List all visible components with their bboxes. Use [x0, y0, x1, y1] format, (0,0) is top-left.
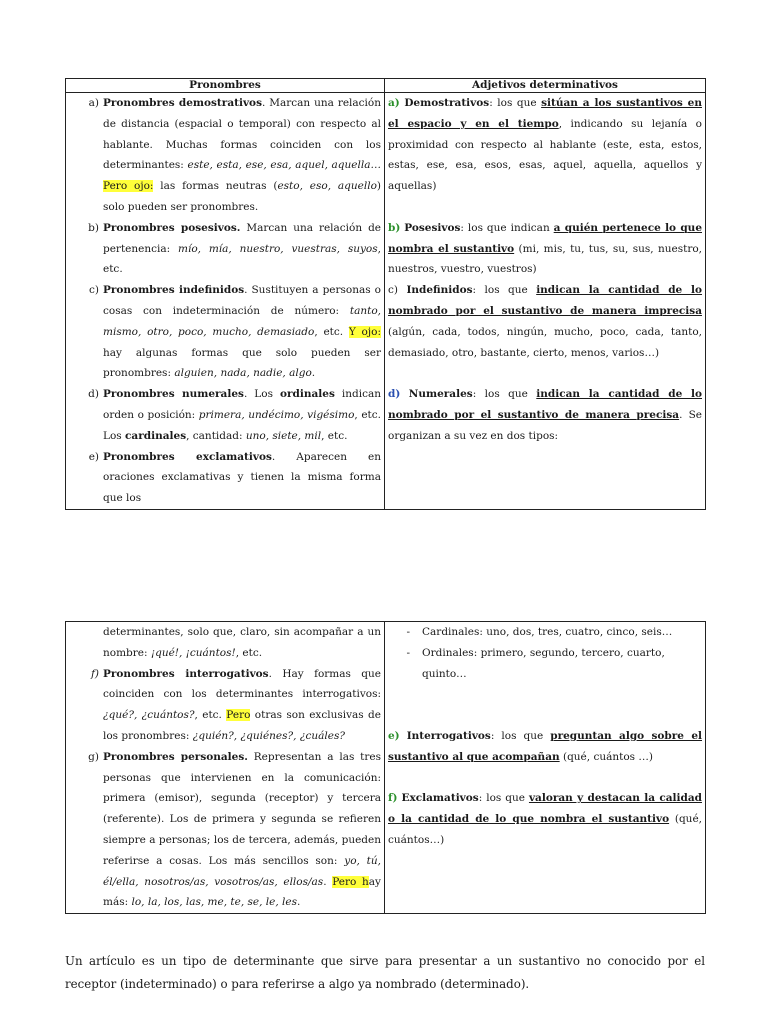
- text-run: , cantidad:: [186, 429, 246, 442]
- text-run: determinantes, solo que, claro, sin acompañar a un nombre:: [103, 626, 381, 659]
- text-run: [400, 388, 408, 400]
- adjetivos-paragraphs: [388, 726, 702, 851]
- list-item: [69, 447, 381, 509]
- text-run: , etc.: [103, 242, 381, 276]
- text-run: (mi, mis, tu, tus, su, sus, nuestro, nuestros, vuestro, vuestros): [388, 242, 702, 276]
- text-run: . Se organizan a su vez en dos tipos:: [388, 408, 702, 442]
- text-run: Pronombres posesivos.: [103, 221, 241, 234]
- text-run: este, esta, ese, esa, aquel, aquella…: [187, 159, 381, 172]
- dash-bullet: -: [406, 626, 410, 638]
- text-run: primera, undécimo, vigésimo: [198, 408, 355, 421]
- text-run: indican orden o posición:: [103, 388, 381, 421]
- list-item: [69, 622, 381, 664]
- table-row: [66, 93, 706, 510]
- adjective-paragraph: [388, 218, 702, 280]
- text-run: a): [388, 97, 400, 109]
- text-run: . Los: [243, 388, 280, 401]
- highlighted-text: Pero h: [332, 875, 369, 888]
- bullet-item: [388, 643, 702, 685]
- text-run: yo, tú, él/ella, nosotros/as, vosotros/as, ellos/as: [103, 854, 381, 888]
- adjective-paragraph: [388, 726, 702, 768]
- dash-bullet: -: [406, 646, 410, 659]
- item-marker: g): [88, 750, 99, 763]
- key-phrase: indican la cantidad de lo nombrado por el sustantivo de manera precisa: [388, 388, 702, 421]
- text-run: ay más:: [103, 875, 381, 909]
- key-phrase: preguntan algo sobre el sustantivo al que acompañan: [388, 729, 702, 763]
- highlighted-text: Y ojo:: [348, 325, 381, 338]
- text-run: Pronombres numerales: [103, 388, 244, 401]
- text-run: b): [388, 221, 401, 234]
- text-run: Demostrativos: [404, 97, 490, 109]
- text-run: uno, siete, mil: [245, 429, 322, 442]
- text-run: . Hay formas que coinciden con los determinantes interrogativos:: [103, 667, 381, 701]
- table-header-row: [66, 79, 706, 93]
- text-run: lo, la, los, las, me, te, se, le, les: [131, 896, 297, 909]
- text-run: : los que: [478, 792, 529, 805]
- text-run: , etc.: [235, 646, 263, 659]
- text-run: tanto, mismo, otro, poco, mucho, demasiado: [103, 304, 381, 338]
- list-item: [69, 747, 381, 913]
- bullet-text: Cardinales: uno, dos, tres, cuatro, cinco, seis…: [422, 626, 673, 638]
- list-item: [69, 384, 381, 446]
- text-run: Interrogativos: [406, 729, 491, 742]
- text-run: . Sustituyen a personas o cosas con indeterminación de número:: [103, 284, 381, 317]
- text-run: Posesivos: [404, 221, 461, 234]
- adjective-paragraph: [388, 280, 702, 363]
- text-run: Numerales: [408, 388, 473, 401]
- key-phrase: indican la cantidad de lo nombrado por el sustantivo de manera imprecisa: [388, 284, 702, 317]
- text-run: Representan a las tres personas que intervienen en la comunicación: primera (emisor), segunda (receptor) y tercera (referente). Los de primera y segunda se refieren siempre a personas; los de tercera, además, pueden referirse a cosas. Los más sencillos son:: [103, 750, 382, 867]
- header-adjetivos: Adjetivos determinativos: [385, 79, 706, 93]
- adjetivos-cell-continued: [385, 622, 706, 914]
- adjective-paragraph: [388, 93, 702, 197]
- text-run: ¿qué?, ¿cuántos?: [103, 709, 195, 722]
- text-run: las formas neutras (: [153, 180, 278, 193]
- item-marker: e): [88, 450, 99, 463]
- key-phrase: valoran y destacan la calidad o la cantidad de lo que nombra el sustantivo: [388, 792, 702, 826]
- table-row: [66, 622, 706, 914]
- text-run: .: [311, 367, 316, 380]
- text-run: ordinales: [280, 388, 335, 401]
- bullet-text: Ordinales: primero, segundo, tercero, cuarto, quinto…: [422, 646, 665, 680]
- item-marker: f): [91, 667, 99, 680]
- text-run: (qué, cuántos …): [559, 750, 653, 763]
- text-run: Pronombres indefinidos: [103, 284, 245, 297]
- text-run: Pronombres personales.: [103, 750, 248, 763]
- text-run: Marcan una relación de pertenencia:: [103, 221, 382, 255]
- text-run: : los que: [472, 388, 537, 401]
- bullet-item: [388, 622, 702, 643]
- item-marker: c): [89, 284, 99, 297]
- key-phrase: sitúan a los sustantivos en el espacio y en el tiempo: [388, 97, 702, 130]
- adjective-paragraph: [388, 788, 702, 850]
- text-run: ¿quién?, ¿quiénes?, ¿cuáles?: [192, 729, 345, 742]
- text-run: [400, 730, 407, 742]
- text-run: , etc.: [321, 429, 348, 442]
- list-item: [69, 218, 381, 280]
- text-run: . Marcan una relación de distancia (espacial o temporal) con respecto al hablante. Muchas formas coinciden con los determinantes:: [103, 97, 381, 172]
- text-run: Pronombres interrogativos: [103, 667, 269, 680]
- text-run: : los que: [489, 97, 542, 109]
- text-run: hay algunas formas que solo pueden ser pronombres:: [103, 346, 381, 380]
- text-run: esto, eso, aquello: [277, 180, 377, 193]
- text-run: otras son exclusivas de los pronombres:: [103, 709, 381, 742]
- pronombres-cell-continued: [66, 622, 385, 914]
- text-run: , etc. Los: [103, 408, 381, 442]
- highlighted-text: Pero: [226, 709, 251, 722]
- item-marker: a): [88, 97, 99, 109]
- adjective-paragraph: [388, 384, 702, 446]
- text-run: Pronombres demostrativos: [103, 97, 262, 109]
- text-run: d): [388, 388, 401, 401]
- text-run: , indicando su lejanía o proximidad con respecto al hablante (este, esta, estos, estas, ese, esa, esos, esas, aquel, aquella, aquellos y aquellas): [388, 117, 702, 193]
- text-run: Pronombres exclamativos: [103, 450, 272, 463]
- text-run: f): [388, 792, 398, 805]
- comparison-table-top: [65, 78, 706, 510]
- pronombres-cell: [66, 93, 385, 510]
- comparison-table-bottom: [65, 621, 706, 914]
- text-run: ¡qué!, ¡cuántos!: [150, 646, 236, 659]
- item-marker: d): [88, 388, 99, 401]
- text-run: c): [388, 284, 398, 297]
- text-run: mío, mía, nuestro, vuestras, suyos: [178, 242, 378, 255]
- text-run: e): [388, 729, 400, 742]
- text-run: .: [297, 896, 301, 909]
- text-run: . Aparecen en oraciones exclamativas y tienen la misma forma que los: [103, 450, 381, 505]
- text-run: : los que: [472, 284, 537, 297]
- header-pronombres: Pronombres: [66, 79, 385, 93]
- text-run: cardinales: [125, 429, 187, 442]
- text-run: (qué, cuántos…): [388, 813, 702, 846]
- text-run: Exclamativos: [401, 792, 479, 805]
- text-run: alguien, nada, nadie, algo: [174, 367, 312, 380]
- highlighted-text: Pero ojo:: [103, 180, 154, 193]
- text-run: .: [323, 875, 333, 888]
- text-run: (algún, cada, todos, ningún, mucho, poco, cada, tanto, demasiado, otro, bastante, cierto, menos, varios…): [388, 325, 702, 359]
- adjetivos-cell: [385, 93, 706, 510]
- text-run: , etc.: [194, 709, 227, 722]
- numerales-type-list: [388, 622, 702, 684]
- text-run: : los que: [490, 729, 551, 742]
- list-item: [69, 664, 381, 747]
- list-item: [69, 93, 381, 218]
- text-run: , etc.: [314, 325, 349, 338]
- key-phrase: a quién pertenece lo que nombra el sustantivo: [388, 221, 702, 255]
- item-marker: b): [88, 221, 99, 234]
- text-run: : los que indican: [460, 221, 554, 234]
- articulo-paragraph: Un artículo es un tipo de determinante que sirve para presentar a un sustantivo no conocido por el receptor (indeterminado) o para referirse a algo ya nombrado (determinado).: [65, 954, 705, 991]
- list-item: [69, 280, 381, 384]
- text-run: Indefinidos: [406, 284, 473, 297]
- text-run: ) solo pueden ser pronombres.: [103, 180, 381, 213]
